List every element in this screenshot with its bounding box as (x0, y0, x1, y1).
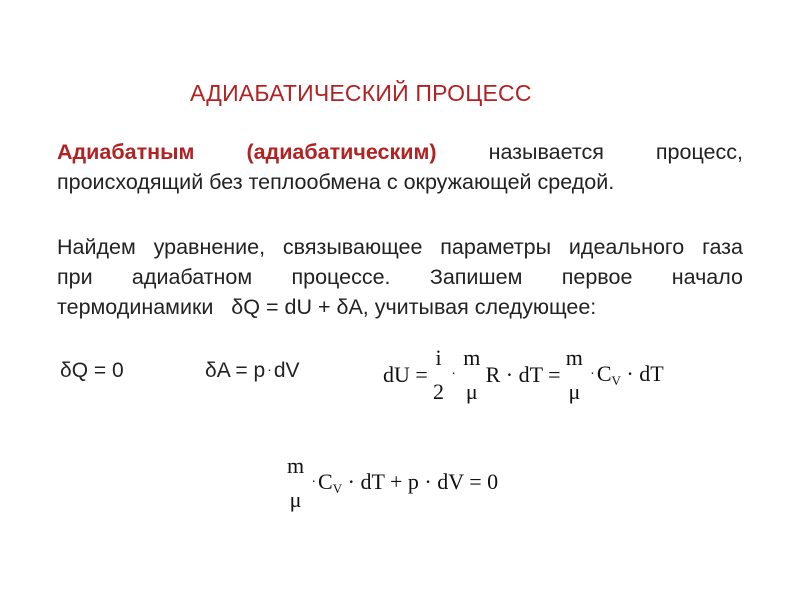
eq3-lhs: dU = (383, 362, 428, 387)
cv-symbol: C (596, 361, 612, 386)
fraction-m-over-mu-3 (287, 452, 304, 514)
dot-operator: · (267, 361, 272, 377)
equation-heat-zero (60, 359, 124, 383)
dot-operator: · (451, 367, 456, 382)
fraction-m-over-mu-2 (566, 344, 583, 406)
fraction-mu-denominator-3: μ (289, 487, 302, 512)
equation-work (205, 359, 300, 383)
equation-work-left: δA = p (205, 359, 266, 382)
fraction-mu-denominator-2: μ (568, 379, 581, 404)
derivation-line-2: при адиабатном процессе. Запишем первое начало (57, 265, 743, 289)
fraction-i-numerator: i (435, 345, 442, 370)
eq3-cv (588, 361, 664, 386)
eq3-mid: R · dT = (485, 362, 561, 387)
dot-operator: · (590, 367, 595, 382)
fraction-m-numerator-3: m (287, 453, 305, 478)
derivation-line-1: Найдем уравнение, связывающее параметры идеального газа (57, 235, 743, 259)
cv-symbol-2: C (318, 469, 333, 494)
fraction-i-denominator: 2 (433, 379, 445, 404)
fraction-m-numerator: m (463, 345, 481, 370)
definition-paragraph (57, 137, 743, 197)
equation-adiabatic (287, 452, 498, 514)
fraction-m-over-mu (463, 344, 480, 406)
fraction-mu-denominator: μ (465, 379, 478, 404)
eq4-tail: · dT + p · dV = 0 (347, 469, 499, 494)
eq4-rest (309, 469, 498, 494)
equation-work-right: dV (273, 359, 300, 382)
derivation-paragraph (57, 232, 743, 322)
equation-heat-zero-text: δQ = 0 (60, 359, 124, 382)
dot-operator: · (311, 475, 317, 490)
derivation-line-3: термодинамики δQ = dU + δA, учитывая следующее: (57, 295, 597, 319)
cv-subscript-2: V (332, 481, 343, 496)
slide-title: АДИАБАТИЧЕСКИЙ ПРОЦЕСС (190, 80, 532, 106)
definition-line-1 (57, 137, 743, 167)
definition-line-1-rest: называется процесс, (488, 140, 743, 164)
term-adiabatic: Адиабатным (57, 140, 195, 164)
fraction-m-numerator-2: m (565, 345, 583, 370)
definition-line-2: происходящий без теплообмена с окружающей средой. (57, 170, 615, 194)
term-adiabatic-alt: (адиабатическим) (246, 140, 437, 164)
eq3-tail: · dT (626, 361, 664, 386)
equation-internal-energy (383, 344, 664, 406)
fraction-i-over-2 (433, 344, 444, 406)
cv-subscript: V (611, 373, 621, 388)
